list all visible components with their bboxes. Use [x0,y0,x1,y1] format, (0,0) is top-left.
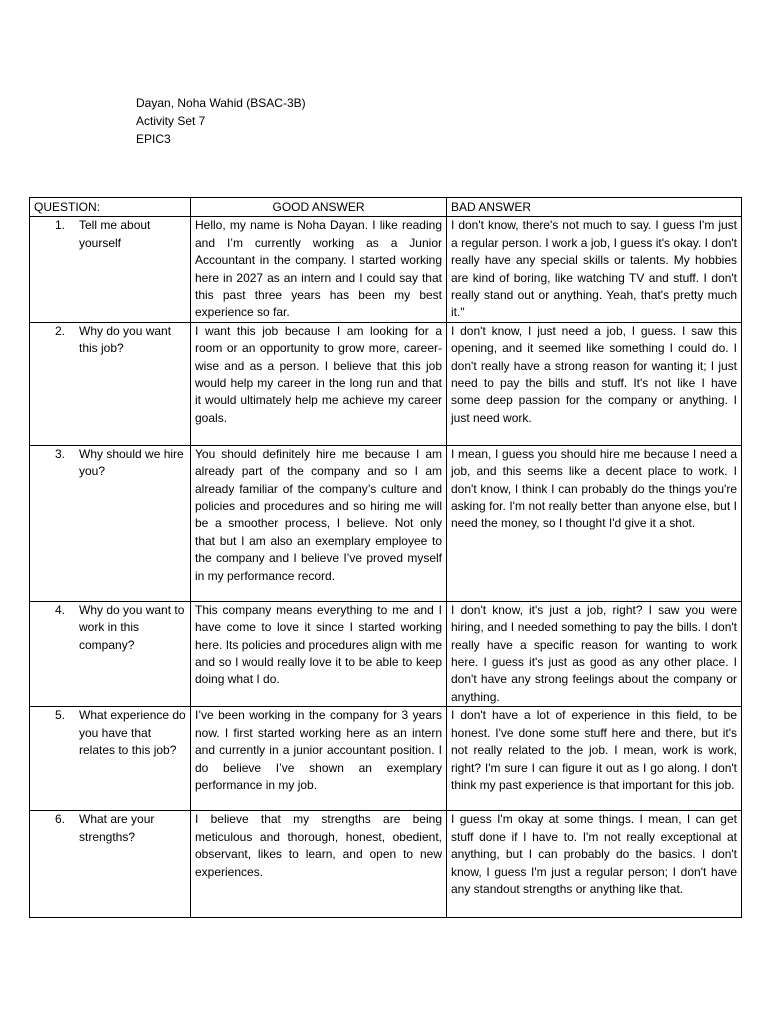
good-answer-cell: Hello, my name is Noha Dayan. I like reading and I’m currently working as a Junior Accountant in the company. I started working here in 2027 as an intern and I could say that this past three years has been my best experience so far. [191,217,447,322]
bad-answer-cell: I mean, I guess you should hire me because I need a job, and this seems like a decent place to work. I don't know, I think I can probably do the things you're asking for. I'm not really better than anyone else, but I need the money, so I thought I'd give it a shot. [447,445,742,601]
bad-answer-cell: I don't have a lot of experience in this field, to be honest. I've done some stuff here and there, but it's not really related to the job. I mean, work is work, right? I'm sure I can figure it out as I go along. I don't think my past experience is that important for this job. [447,707,742,811]
question-text: What experience do you have that relates to this job? [79,708,186,758]
question-text: What are your strengths? [79,812,155,844]
table-row [30,322,742,445]
question-cell [30,322,191,445]
question-number: 4. [55,602,66,617]
good-answer-cell: I believe that my strengths are being meticulous and thorough, honest, obedient, observant, likes to learn, and open to new experiences. [191,811,447,918]
good-answer-cell: This company means everything to me and I have come to love it since I started working here. Its policies and procedures align with me and so I would really love it to be able to keep doing what I do. [191,601,447,706]
bad-answer-cell: I don't know, it's just a job, right? I saw you were hiring, and I needed something to pay the bills. I don't really have a specific reason for wanting to work here. I guess it's just as good as any other place. I don't have any strong feelings about the company or anything. [447,601,742,706]
question-text: Why should we hire you? [79,446,184,479]
bad-answer-cell: I don't know, there's not much to say. I guess I'm just a regular person. I work a job, I guess it's okay. I don't really have any special skills or talents. My hobbies are kind of boring, like watching TV and stuff. I don't really stand out or anything. Yeah, that's pretty much it." [447,217,742,322]
question-number: 6. [55,812,66,827]
table-row [30,707,742,811]
student-name: Dayan, Noha Wahid (BSAC-3B) [136,96,306,110]
column-header-bad-answer: BAD ANSWER [447,198,742,217]
bad-answer-cell: I don't know, I just need a job, I guess. I saw this opening, and it seemed like something I could do. I don't really have a strong reason for wanting it; I just need to pay the bills and stuff. It's not like I have some deep passion for the company or anything. I just need work. [447,322,742,445]
table-row [30,811,742,918]
question-text: Tell me about yourself [79,218,151,250]
question-cell [30,707,191,811]
question-text: Why do you want this job? [79,323,172,356]
good-answer-cell: You should definitely hire me because I am already part of the company and so I am already familiar of the company’s culture and policies and procedures and so hiring me will be a smoother process, I believe. Not only that but I am also an exemplary employee to the company and I believe I’ve proved myself in my performance record. [191,445,447,601]
question-number: 2. [55,323,66,338]
question-text: Why do you want to work in this company? [79,602,185,652]
table-row [30,601,742,706]
column-header-good-answer: GOOD ANSWER [191,198,447,217]
table-header-row [30,198,742,217]
table-row [30,445,742,601]
question-cell [30,445,191,601]
question-cell [30,811,191,918]
activity-title: Activity Set 7 [136,114,206,128]
column-header-question: QUESTION: [30,198,191,217]
bad-answer-cell: I guess I'm okay at some things. I mean, I can get stuff done if I have to. I'm not really exceptional at anything, but I can probably do the basics. I don't know, I guess I'm just a regular person; I don't have any standout strengths or anything like that. [447,811,742,918]
table-row [30,217,742,322]
course-code: EPIC3 [136,132,171,146]
interview-answers-table [29,197,742,918]
question-number: 3. [55,446,66,461]
question-cell [30,217,191,322]
document-header [136,94,306,148]
question-number: 5. [55,708,66,723]
question-number: 1. [55,218,66,233]
good-answer-cell: I want this job because I am looking for a room or an opportunity to grow more, career-wise and as a person. I believe that this job would help my career in the long run and that it would ultimately help me achieve my career goals. [191,322,447,445]
good-answer-cell: I’ve been working in the company for 3 years now. I first started working here as an intern and currently in a junior accountant position. I do believe I’ve shown an exemplary performance in my job. [191,707,447,811]
question-cell [30,601,191,706]
